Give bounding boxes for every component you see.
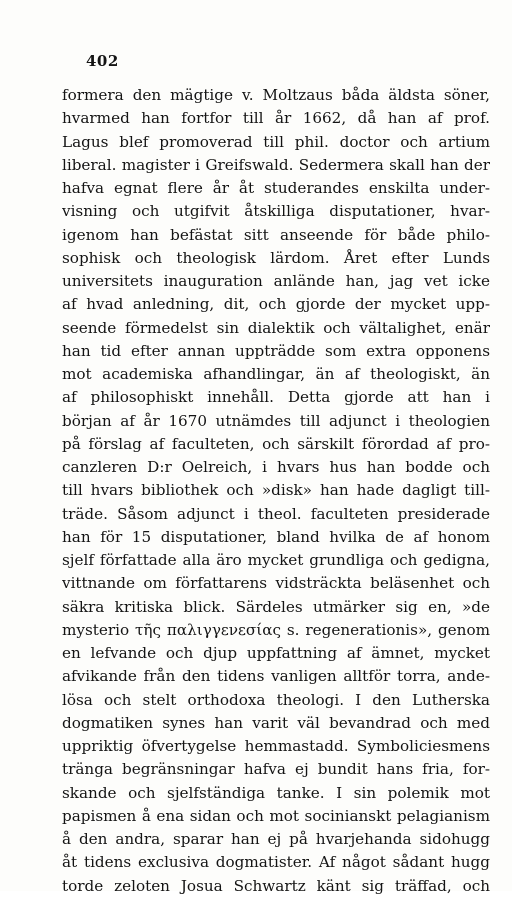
text-line: säkra kritiska blick. Särdeles utmärker sig en, »de (62, 597, 490, 616)
text-line: canzleren D:r Oelreich, i hvars hus han bodde och (62, 458, 490, 476)
text-line: lösa och stelt orthodoxa theologi. I den Lutherska (62, 690, 490, 709)
text-line: af philosophiskt innehåll. Detta gjorde att han i (62, 388, 490, 407)
text-line: formera den mägtige v. Moltzaus båda äldsta söner, (62, 86, 490, 104)
text-line: tränga begränsningar hafva ej bundit hans fria, for- (62, 760, 490, 779)
text-line: visning och utgifvit åtskilliga disputationer, hvar- (62, 202, 490, 221)
text-line: dogmatiken synes han varit väl bevandrad och med (62, 713, 490, 732)
text-line: träde. Såsom adjunct i theol. faculteten presiderade (62, 504, 490, 523)
text-line: mysterio τῆς παλιγγενεσίας s. regenerationis», genom (62, 620, 490, 639)
body-text (62, 84, 490, 898)
text-line: åt tidens exclusiva dogmatister. Af något sådant hugg (62, 853, 490, 872)
text-line: han för 15 disputationer, bland hvilka de af honom (62, 527, 490, 546)
text-line: af hvad anledning, dit, och gjorde der mycket upp- (62, 295, 490, 314)
text-line: torde zeloten Josua Schwartz känt sig träffad, och (62, 876, 490, 895)
text-line: å den andra, sparar han ej på hvarjehanda sidohugg (62, 830, 490, 848)
text-line: igenom han befästat sitt anseende för både philo- (62, 225, 490, 244)
page-number: 402 (86, 52, 119, 70)
text-line: vittnande om författarens vidsträckta beläsenhet och (62, 574, 490, 593)
text-line: hafva egnat flere år åt studerandes enskilta under- (62, 179, 490, 197)
text-line: papismen å ena sidan och mot socinianskt pelagianism (62, 806, 490, 825)
text-line: en lefvande och djup uppfattning af ämnet, mycket (62, 644, 490, 662)
text-line: till hvars bibliothek och »disk» han hade dagligt till- (62, 481, 490, 500)
text-line: skande och sjelfständiga tanke. I sin polemik mot (62, 783, 490, 802)
text-line: hvarmed han fortfor till år 1662, då han af prof. (62, 109, 490, 128)
text-line: afvikande från den tidens vanligen alltför torra, ande- (62, 667, 490, 686)
text-line: han tid efter annan uppträdde som extra opponens (62, 341, 490, 360)
text-line: liberal. magister i Greifswald. Sedermera skall han der (62, 155, 490, 174)
text-line: på förslag af faculteten, och särskilt förordad af pro- (62, 434, 490, 453)
text-line: seende förmedelst sin dialektik och vältalighet, enär (62, 318, 490, 337)
text-line: universitets inauguration anlände han, jag vet icke (62, 272, 490, 290)
text-line: sophisk och theologisk lärdom. Året efter Lunds (62, 248, 490, 267)
text-line: sjelf författade alla äro mycket grundliga och gedigna, (62, 551, 490, 569)
text-line: uppriktig öfvertygelse hemmastadd. Symboliciesmens (62, 737, 490, 755)
text-line: Lagus blef promoverad till phil. doctor och artium (62, 132, 490, 151)
text-line: början af år 1670 utnämdes till adjunct i theologien (62, 411, 490, 430)
text-line: mot academiska afhandlingar, än af theologiskt, än (62, 365, 490, 383)
